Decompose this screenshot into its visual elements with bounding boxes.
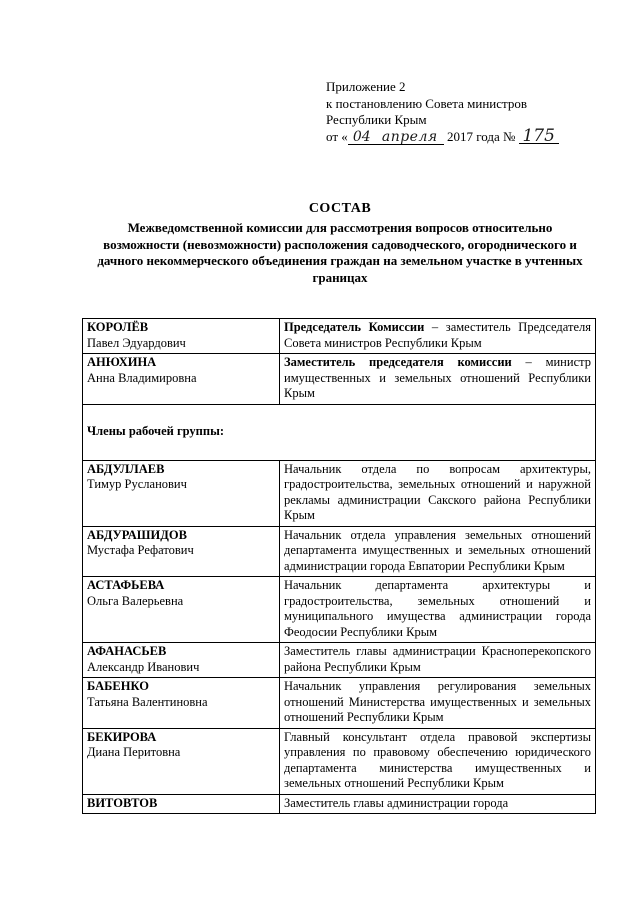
role-title-bold: Заместитель председателя комиссии [284, 355, 512, 369]
handwritten-doc-number: 175 [519, 129, 559, 144]
member-role-cell: Начальник отдела управления земельных отношений департамента имущественных и земельных отношений администрации города Евпатории Республики Крым [280, 526, 596, 577]
member-role-cell: Главный консультант отдела правовой экспертизы управления по правовому обеспечению юридического департамента министерства имущественных и земельных отношений Республики Крым [280, 728, 596, 794]
document-subtitle: Межведомственной комиссии для рассмотрения вопросов относительно возможности (невозможности) расположения садоводческого, огороднического и дачного некоммерческого объединения граждан на земельном участке в учтенных границах [97, 220, 583, 285]
member-role-cell: Начальник департамента архитектуры и градостроительства, земельных отношений и муниципального имущества администрации города Феодосии Республики Крым [280, 577, 596, 643]
table-row [83, 460, 596, 526]
member-surname: АСТАФЬЕВА [87, 578, 165, 592]
appendix-block [326, 79, 626, 145]
member-name-cell [83, 794, 280, 814]
date-prefix: от « [326, 128, 348, 144]
member-role-cell [280, 354, 596, 405]
member-role-cell: Заместитель главы администрации города [280, 794, 596, 814]
member-name-cell [83, 728, 280, 794]
document-title: СОСТАВ [308, 201, 372, 216]
table-row [83, 643, 596, 678]
member-given-name: Анна Владимировна [87, 370, 197, 385]
table-row [83, 794, 596, 814]
member-given-name: Мустафа Рефатович [87, 543, 194, 557]
member-given-name: Павел Эдуардович [87, 335, 186, 350]
member-name-cell [83, 319, 280, 354]
member-name-cell [83, 354, 280, 405]
table-row [83, 526, 596, 577]
table-row [83, 678, 596, 729]
commission-roster-table [82, 318, 596, 814]
document-title-block [90, 200, 590, 286]
member-surname: АФАНАСЬЕВ [87, 644, 167, 658]
role-title-bold: Председатель Комиссии [284, 320, 425, 334]
resolution-date-line [326, 125, 626, 146]
role-description: – министр имущественных и земельных отношений Республики Крым [284, 355, 591, 400]
handwritten-day: 04 [348, 130, 376, 145]
member-name-cell [83, 526, 280, 577]
appendix-line-2: к постановлению Совета министров [326, 95, 527, 111]
member-name-cell [83, 577, 280, 643]
member-name-cell [83, 643, 280, 678]
handwritten-month: апреля [376, 130, 444, 145]
working-group-label: Члены рабочей группы: [83, 404, 596, 460]
member-surname: БАБЕНКО [87, 679, 149, 693]
table-row [83, 728, 596, 794]
member-surname: ВИТОВТОВ [87, 795, 158, 810]
member-surname: БЕКИРОВА [87, 729, 157, 744]
date-year: 2017 года № [443, 128, 519, 144]
member-name-cell [83, 678, 280, 729]
appendix-line-1: Приложение 2 [326, 79, 406, 94]
member-role-cell: Начальник управления регулирования земельных отношений Министерства имущественных и земельных отношений Республики Крым [280, 678, 596, 729]
table-row [83, 404, 596, 460]
appendix-line-3: Республики Крым [326, 112, 427, 127]
role-description: – заместитель Председателя Совета министров Республики Крым [284, 320, 591, 350]
member-given-name: Диана Перитовна [87, 745, 181, 759]
table-row [83, 577, 596, 643]
member-given-name: Александр Иванович [87, 659, 200, 674]
member-surname: АНЮХИНА [87, 355, 157, 369]
member-given-name: Тимур Русланович [87, 477, 187, 491]
member-role-cell: Начальник отдела по вопросам архитектуры, градостроительства, земельных отношений и наружной рекламы администрации Сакского района Республики Крым [280, 460, 596, 526]
member-surname: КОРОЛЁВ [87, 320, 149, 334]
table-row [83, 319, 596, 354]
member-name-cell [83, 460, 280, 526]
member-given-name: Татьяна Валентиновна [87, 694, 208, 709]
member-given-name: Ольга Валерьевна [87, 593, 184, 608]
member-surname: АБДУРАШИДОВ [87, 527, 187, 542]
table-row [83, 354, 596, 405]
member-role-cell [280, 319, 596, 354]
member-role-cell: Заместитель главы администрации Красноперекопского района Республики Крым [280, 643, 596, 678]
member-surname: АБДУЛЛАЕВ [87, 461, 165, 476]
